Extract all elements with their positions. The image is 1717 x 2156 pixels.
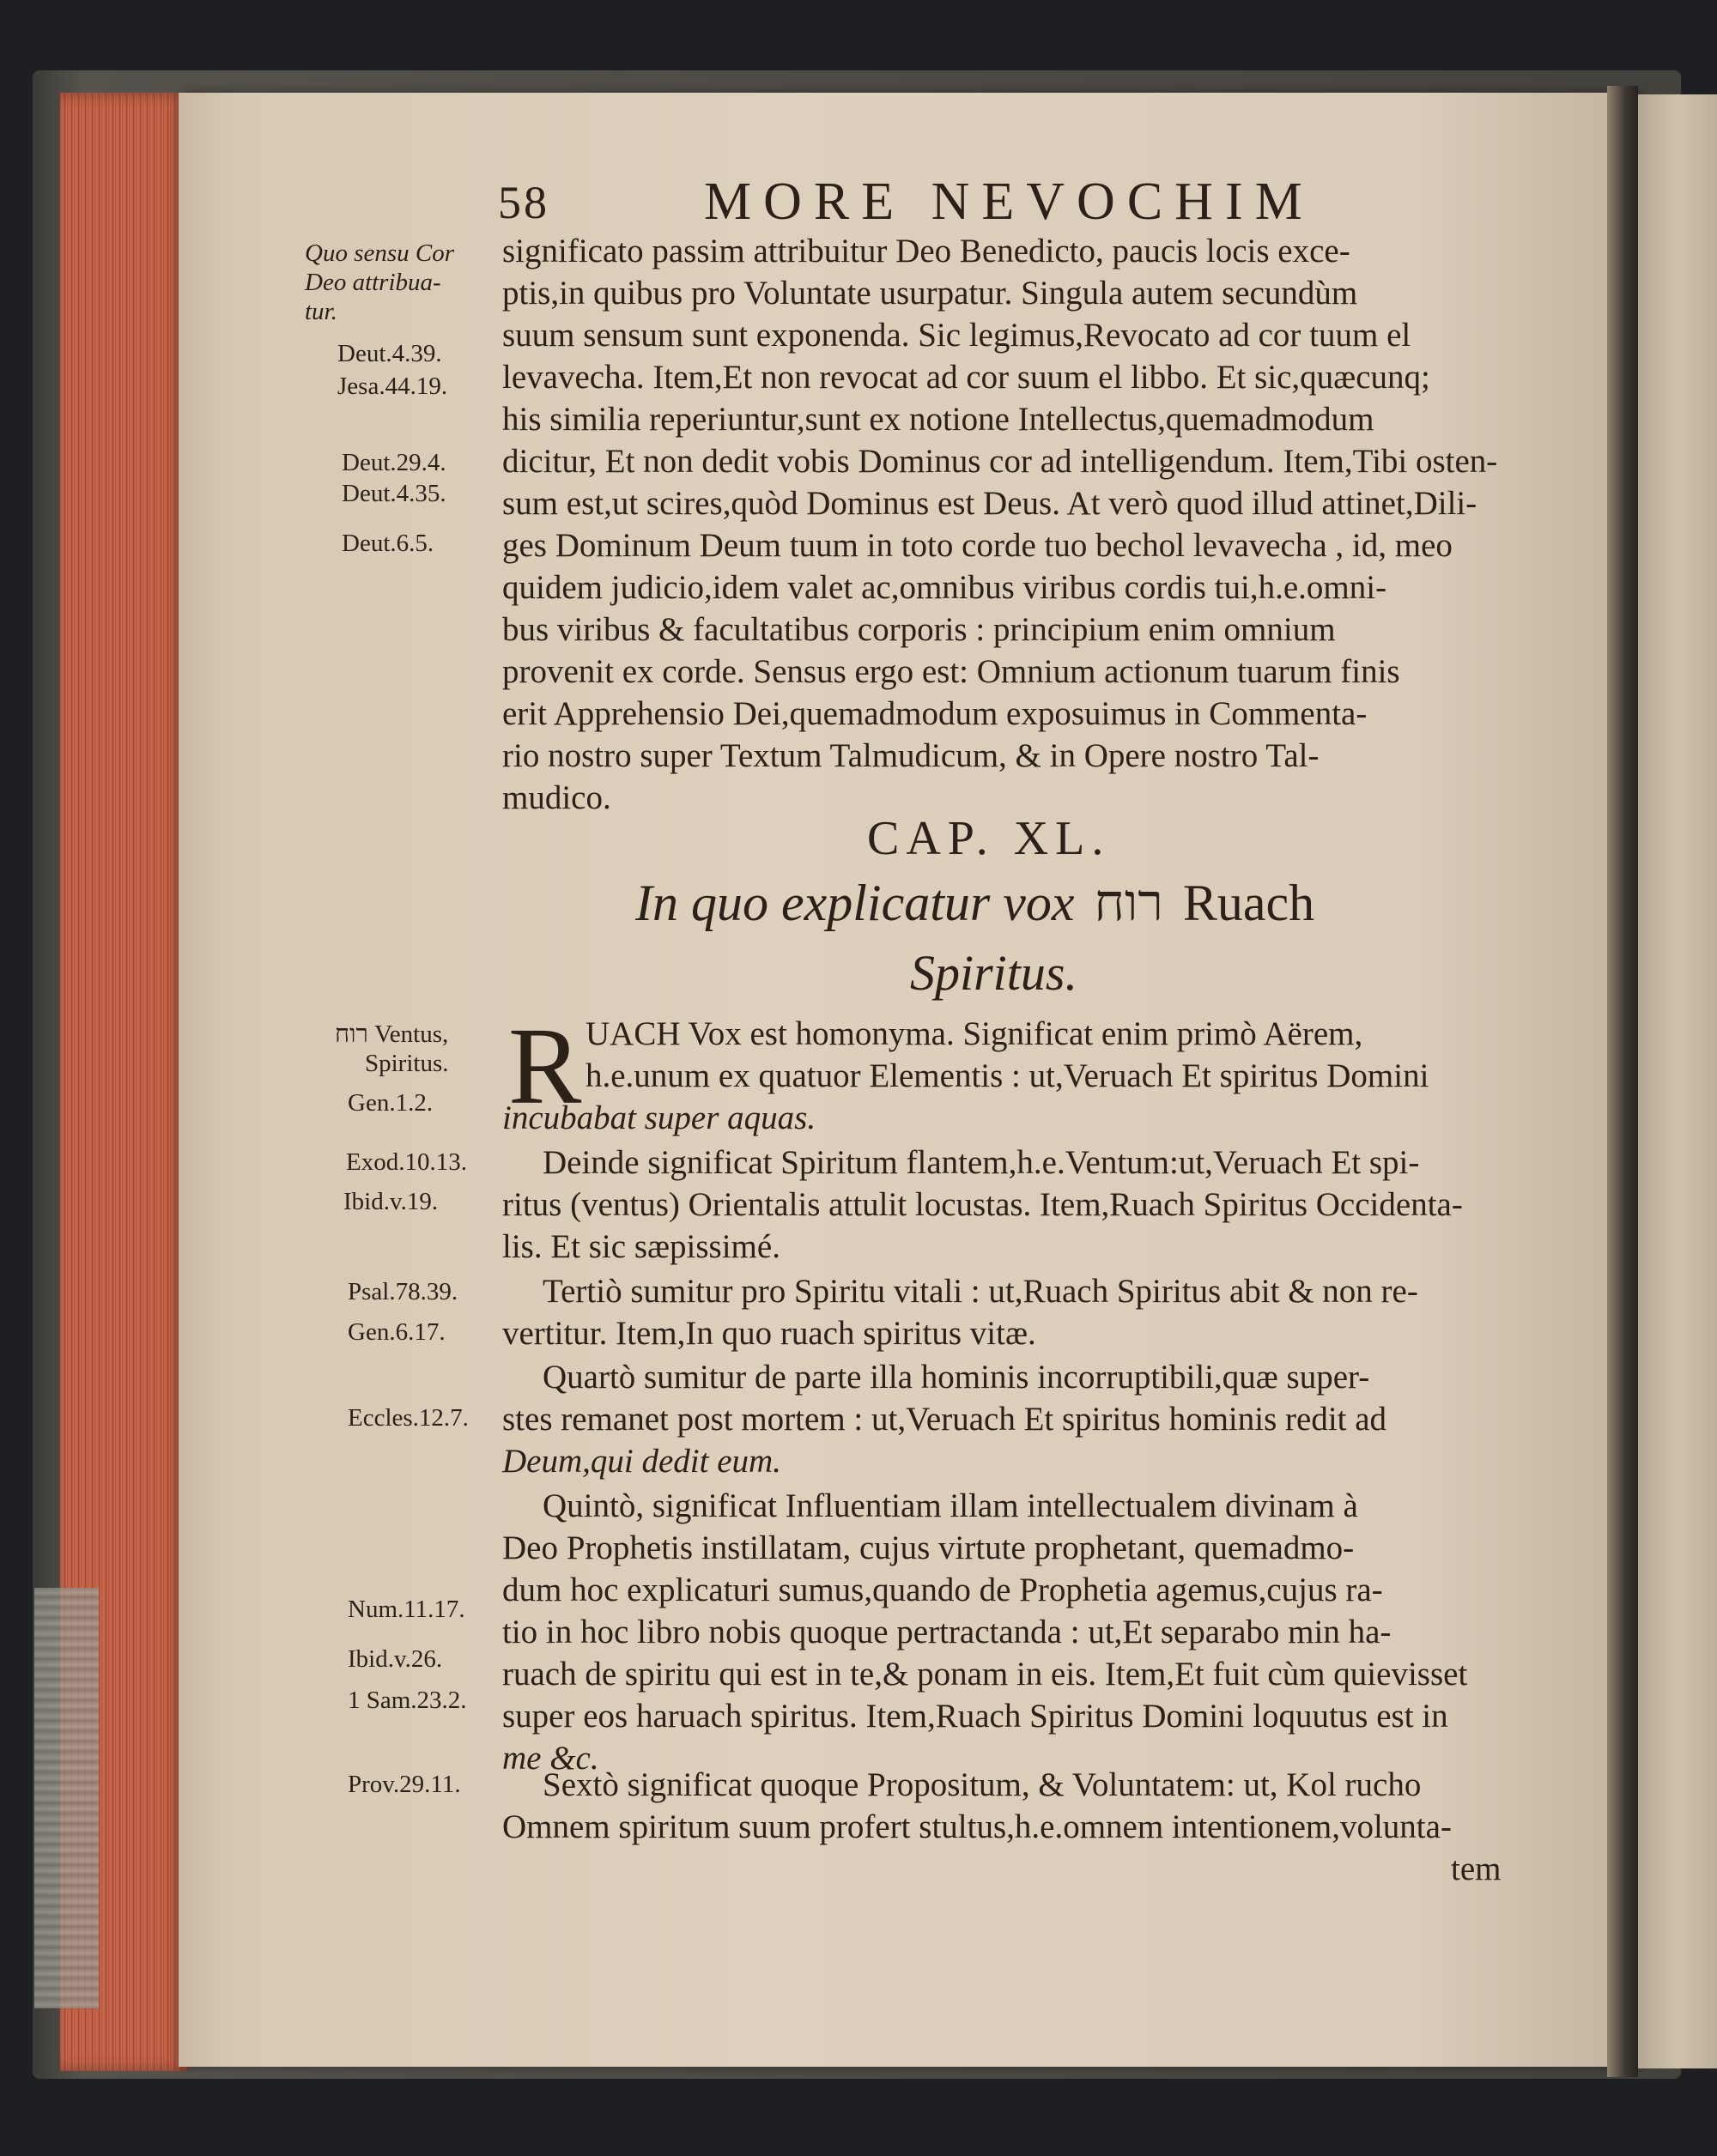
- margin-note: Gen.6.17.: [348, 1318, 446, 1346]
- text-line: Sextò significat quoque Propositum, & Voluntatem: ut, Kol rucho: [543, 1766, 1422, 1803]
- text-line: suum sensum sunt exponenda. Sic legimus,Revocato ad cor tuum el: [502, 317, 1411, 354]
- text-line: levavecha. Item,Et non revocat ad cor suum el libbo. Et sic,quæcunq;: [502, 359, 1430, 396]
- text-line: Quintò, significat Influentiam illam intellectualem divinam à: [543, 1487, 1358, 1524]
- margin-note: Spiritus.: [365, 1050, 449, 1077]
- text-line: provenit ex corde. Sensus ergo est: Omnium actionum tuarum finis: [502, 653, 1400, 690]
- text-line: mudico.: [502, 779, 611, 816]
- facing-page-edge: [1638, 94, 1717, 2068]
- margin-note: Prov.29.11.: [348, 1771, 461, 1798]
- margin-note: Num.11.17.: [348, 1596, 465, 1623]
- text-line: Deinde significat Spiritum flantem,h.e.Ventum:ut,Veruach Et spi-: [543, 1144, 1420, 1181]
- text-line: rio nostro super Textum Talmudicum, & in Opere nostro Tal-: [502, 737, 1320, 774]
- drop-cap: R: [508, 1005, 582, 1127]
- text-line: vertitur. Item,In quo ruach spiritus vitæ.: [502, 1315, 1036, 1352]
- text-line: me &c.: [502, 1740, 599, 1777]
- text-line: bus viribus & facultatibus corporis : principium enim omnium: [502, 611, 1336, 648]
- text-line: erit Apprehensio Dei,quemadmodum exposuimus in Commenta-: [502, 695, 1368, 732]
- text-line: Omnem spiritum suum profert stultus,h.e.omnem intentionem,volunta-: [502, 1808, 1452, 1845]
- margin-note: Deut.29.4.: [342, 449, 446, 476]
- text-line: significato passim attribuitur Deo Benedicto, paucis locis exce-: [502, 233, 1350, 270]
- margin-note: Ibid.v.19.: [343, 1188, 439, 1215]
- subtitle-latin: In quo explicatur vox: [635, 875, 1075, 931]
- text-line: quidem judicio,idem valet ac,omnibus viribus cordis tui,h.e.omni-: [502, 569, 1387, 606]
- margin-note: Gen.1.2.: [348, 1089, 434, 1117]
- text-line: h.e.unum ex quatuor Elementis : ut,Veruach Et spiritus Domini: [585, 1057, 1429, 1094]
- chapter-subtitle: [635, 874, 1314, 933]
- text-line: dicitur, Et non dedit vobis Dominus cor ad intelligendum. Item,Tibi osten-: [502, 443, 1498, 480]
- text-line: dum hoc explicaturi sumus,quando de Prophetia agemus,cujus ra-: [502, 1572, 1383, 1608]
- worn-binding: [34, 1588, 99, 2008]
- margin-note: Psal.78.39.: [348, 1278, 458, 1305]
- text-line: UACH Vox est homonyma. Significat enim primò Aërem,: [585, 1015, 1363, 1052]
- text-line: Tertiò sumitur pro Spiritu vitali : ut,Ruach Spiritus abit & non re-: [543, 1273, 1418, 1310]
- text-line: incubabat super aquas.: [502, 1099, 816, 1136]
- margin-note: Eccles.12.7.: [348, 1404, 469, 1432]
- catchword: tem: [1451, 1850, 1502, 1887]
- text-line: stes remanet post mortem : ut,Veruach Et spiritus hominis redit ad: [502, 1401, 1387, 1438]
- margin-note: Deut.4.35.: [342, 480, 446, 507]
- text-line: ges Dominum Deum tuum in toto corde tuo bechol levavecha , id, meo: [502, 527, 1453, 564]
- text-line: ritus (ventus) Orientalis attulit locustas. Item,Ruach Spiritus Occidenta-: [502, 1186, 1463, 1223]
- chapter-title: CAP. XL.: [867, 812, 1111, 865]
- subtitle-translit: Ruach: [1182, 875, 1315, 931]
- page-number: 58: [498, 177, 549, 228]
- text-line: his similia reperiuntur,sunt ex notione Intellectus,quemadmodum: [502, 401, 1374, 438]
- text-line: ruach de spiritu qui est in te,& ponam in eis. Item,Et fuit cùm quievisset: [502, 1656, 1468, 1693]
- text-line: Quartò sumitur de parte illa hominis incorruptibili,quæ super-: [543, 1359, 1370, 1396]
- margin-note: 1 Sam.23.2.: [348, 1687, 467, 1714]
- text-line: Deum,qui dedit eum.: [502, 1443, 781, 1480]
- book-gutter: [1607, 86, 1638, 2077]
- running-head: MORE NEVOCHIM: [704, 173, 1314, 231]
- margin-note: Ibid.v.26.: [348, 1645, 443, 1673]
- text-line: Deo Prophetis instillatam, cujus virtute prophetant, quemadmo-: [502, 1529, 1355, 1566]
- chapter-subtitle-line2: Spiritus.: [910, 945, 1077, 1001]
- text-line: super eos haruach spiritus. Item,Ruach Spiritus Domini loquutus est in: [502, 1698, 1448, 1735]
- margin-note: tur.: [305, 298, 337, 325]
- margin-note: Deut.6.5.: [342, 530, 434, 557]
- subtitle-hebrew: רוח: [1094, 875, 1163, 931]
- margin-note: רוח Ventus,: [335, 1020, 449, 1048]
- text-line: lis. Et sic sæpissimé.: [502, 1228, 780, 1265]
- margin-note: Jesa.44.19.: [337, 372, 448, 400]
- text-line: sum est,ut scires,quòd Dominus est Deus. At verò quod illud attinet,Dili-: [502, 485, 1477, 522]
- text-line: tio in hoc libro nobis quoque pertractanda : ut,Et separabo min ha-: [502, 1614, 1392, 1650]
- text-line: ptis,in quibus pro Voluntate usurpatur. Singula autem secundùm: [502, 275, 1358, 312]
- margin-note: Quo sensu Cor: [305, 239, 455, 267]
- margin-note: Deo attribua-: [305, 269, 441, 296]
- margin-note: Exod.10.13.: [346, 1148, 467, 1176]
- margin-note: Deut.4.39.: [337, 340, 442, 367]
